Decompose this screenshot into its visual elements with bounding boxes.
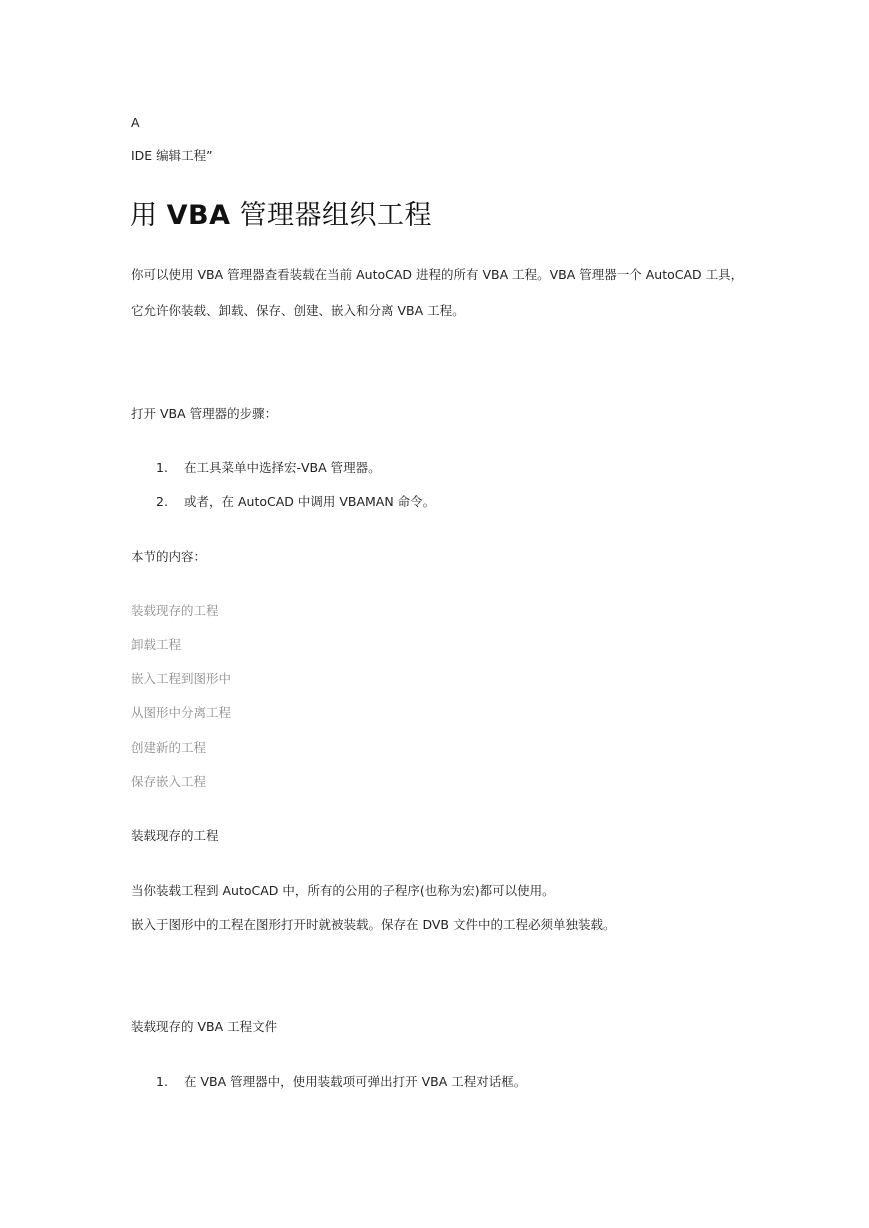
- load-file-step-1-text: 在 VBA 管理器中，使用装载项可弹出打开 VBA 工程对话框。: [184, 1074, 527, 1089]
- load-file-step-1-number: 1.: [156, 1074, 168, 1089]
- open-step-2-number: 2.: [156, 494, 168, 509]
- heading-pre: 用: [130, 200, 167, 231]
- section-heading: [130, 198, 432, 234]
- load-section-para-1: 当你装载工程到 AutoCAD 中，所有的公用的子程序(也称为宏)都可以使用。: [131, 883, 555, 898]
- open-step-1-text: 在工具菜单中选择宏-VBA 管理器。: [184, 460, 381, 475]
- contents-link-load-existing[interactable]: 装载现存的工程: [131, 603, 219, 618]
- heading-bold: VBA: [166, 200, 231, 231]
- fragment-line-1: A: [131, 115, 140, 130]
- contents-link-create-new[interactable]: 创建新的工程: [131, 740, 207, 755]
- contents-link-extract[interactable]: 从图形中分离工程: [131, 705, 232, 720]
- contents-title: 本节的内容：: [131, 549, 207, 564]
- intro-line-1: 你可以使用 VBA 管理器查看装载在当前 AutoCAD 进程的所有 VBA 工程。VBA 管理器一个 AutoCAD 工具，: [131, 267, 744, 282]
- intro-line-2: 它允许你装载、卸载、保存、创建、嵌入和分离 VBA 工程。: [131, 303, 465, 318]
- heading-post: 管理器组织工程: [230, 200, 433, 231]
- load-file-title: 装载现存的 VBA 工程文件: [131, 1019, 278, 1034]
- load-section-para-2: 嵌入于图形中的工程在图形打开时就被装载。保存在 DVB 文件中的工程必须单独装载。: [131, 917, 616, 932]
- contents-link-save-embedded[interactable]: 保存嵌入工程: [131, 774, 207, 789]
- fragment-line-2: IDE 编辑工程”: [131, 148, 213, 163]
- contents-link-embed[interactable]: 嵌入工程到图形中: [131, 671, 232, 686]
- open-steps-title: 打开 VBA 管理器的步骤：: [131, 406, 278, 421]
- contents-link-unload[interactable]: 卸载工程: [131, 637, 182, 652]
- open-step-2-text: 或者，在 AutoCAD 中调用 VBAMAN 命令。: [184, 494, 436, 509]
- load-section-title: 装载现存的工程: [131, 828, 219, 843]
- open-step-1-number: 1.: [156, 460, 168, 475]
